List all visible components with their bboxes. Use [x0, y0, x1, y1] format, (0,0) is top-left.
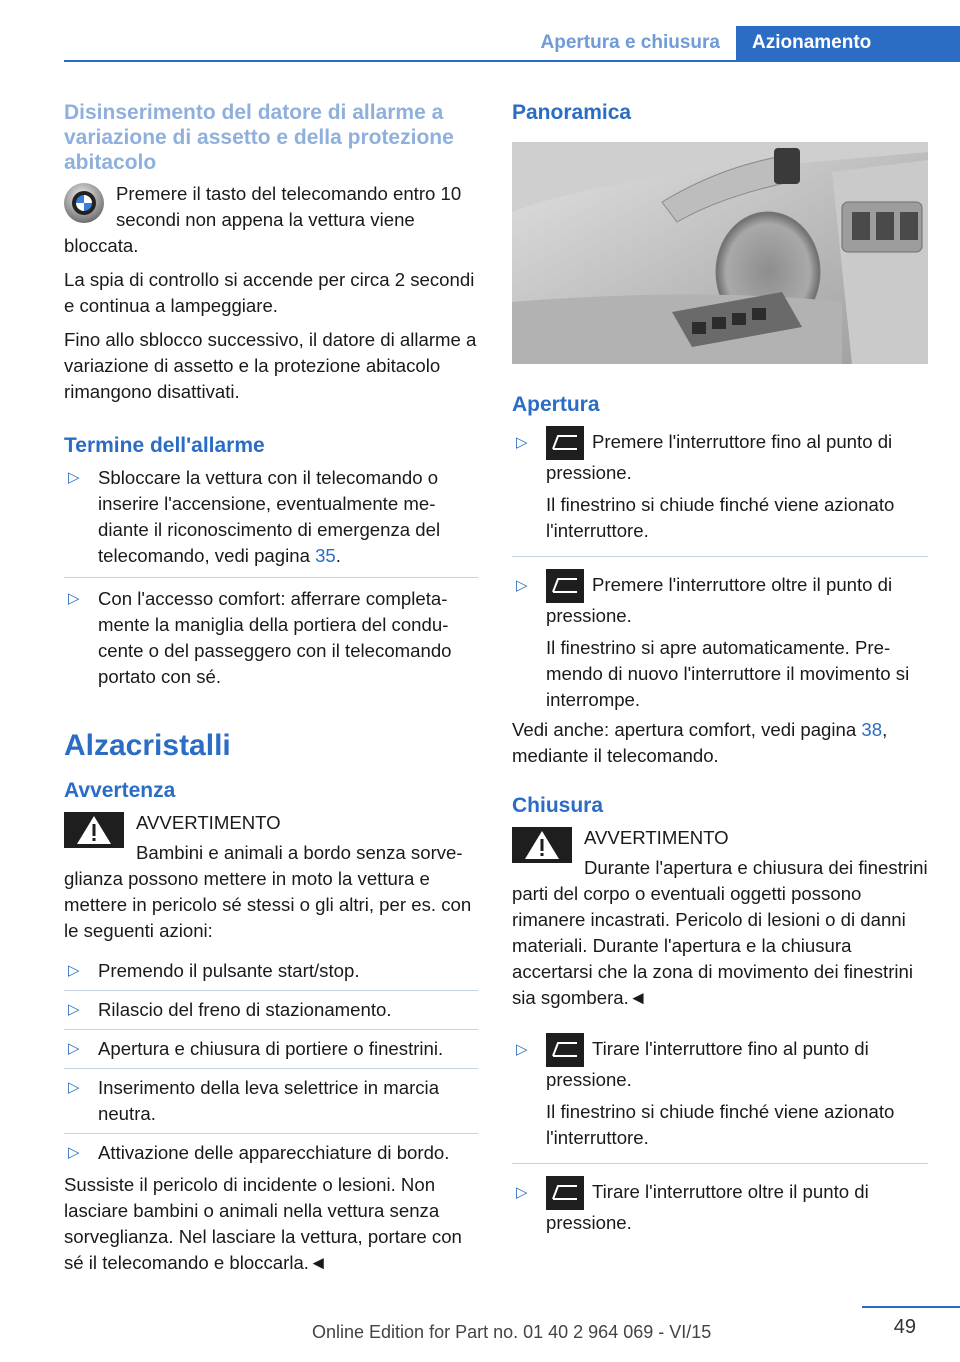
edition-note: Online Edition for Part no. 01 40 2 964 069 - VI/15	[312, 1322, 712, 1342]
triangle-right-icon: ▷	[516, 1184, 528, 1201]
door-panel-photo	[512, 142, 928, 364]
heading-disinserimento: Disinserimento del datore di allarme a variazione di assetto e della protezione abitacolo	[64, 101, 454, 174]
list-item: ▷ Premere l'interruttore oltre il punto di pressione. Il finestrino si apre automaticamente. Premendo di nuovo l'interruttore il movimento si interrompe.	[512, 556, 928, 713]
apertura-list	[512, 426, 928, 713]
left-column	[64, 100, 478, 1276]
chiusura-list	[512, 1033, 928, 1236]
triangle-right-icon: ▷	[68, 962, 80, 979]
triangle-right-icon: ▷	[68, 1040, 80, 1057]
window-switch-icon	[546, 569, 584, 603]
list-item: ▷ Premere l'interruttore fino al punto di pressione. Il finestrino si chiude finché viene azionato l'interruttore.	[512, 426, 928, 556]
heading-chiusura: Chiusura	[512, 794, 604, 817]
page-number: 49	[893, 1316, 916, 1338]
paragraph-pericolo: Sussiste il pericolo di incidente o lesioni. Non lasciare bambini o animali nella vettura senza sorveglianza. Nel lasciare la vettura, portare con sé il telecomando e bloccarla.◄	[64, 1174, 462, 1273]
warning-box	[512, 825, 928, 1011]
list-item: ▷ Inserimento della leva selettrice in marcia neutra.	[64, 1068, 478, 1133]
right-column	[512, 100, 928, 1236]
list-item: ▷ Con l'accesso comfort: afferrare completamente la maniglia della portiera del conducente o del passeggero con il telecomando portato con sé.	[64, 577, 478, 690]
warning-triangle-icon	[512, 827, 572, 863]
list-item: ▷ Apertura e chiusura di portiere o finestrini.	[64, 1029, 478, 1068]
triangle-right-icon: ▷	[516, 434, 528, 451]
triangle-right-icon: ▷	[68, 469, 80, 486]
page-link-38[interactable]: 38	[861, 719, 883, 740]
list-item: ▷ Rilascio del freno di stazionamento.	[64, 990, 478, 1029]
list-item: ▷ Attivazione delle apparecchiature di bordo.	[64, 1133, 478, 1172]
heading-termine: Termine dell'allarme	[64, 434, 265, 457]
triangle-right-icon: ▷	[68, 590, 80, 607]
warning-text: Durante l'apertura e chiusura dei finestrini parti del corpo o eventuali oggetti possono rimanere incastrati. Pericolo di lesioni o di danni materiali. Durante l'apertura e la chiusura accertarsi che la zona di movimento dei finestrini sia sgombera.◄	[512, 857, 928, 1008]
paragraph-vedi: Vedi anche: apertura comfort, vedi pagina 38, mediante il telecomando.	[512, 719, 888, 766]
warning-text: Bambini e animali a bordo senza sorveglianza possono mettere in moto la vettura e mettere in pericolo sé stessi o gli altri, per es. con le seguenti azioni:	[64, 842, 472, 941]
warning-label: AVVERTIMENTO	[584, 827, 729, 848]
heading-apertura: Apertura	[512, 393, 600, 416]
triangle-right-icon: ▷	[68, 1001, 80, 1018]
bmw-remote-key-icon	[64, 183, 104, 223]
paragraph-sblocco: Fino allo sblocco successivo, il datore di allarme a variazione di assetto e la protezione abitacolo rimangono disattivati.	[64, 329, 477, 402]
actions-list	[64, 952, 478, 1172]
window-switch-icon	[546, 1176, 584, 1210]
list-item: ▷ Tirare l'interruttore fino al punto di pressione. Il finestrino si chiude finché viene azionato l'interruttore.	[512, 1033, 928, 1163]
footer-rule	[862, 1306, 960, 1308]
heading-panoramica: Panoramica	[512, 101, 632, 124]
page-link-35[interactable]: 35	[315, 545, 336, 566]
triangle-right-icon: ▷	[68, 1079, 80, 1096]
running-header	[64, 26, 960, 62]
warning-triangle-icon	[64, 812, 124, 848]
header-section: Apertura e chiusura	[540, 32, 720, 53]
heading-alzacristalli: Alzacristalli	[64, 729, 231, 762]
paragraph-remote: Premere il tasto del telecomando entro 10 secondi non appena la vettura viene bloccata.	[64, 183, 462, 256]
termine-list	[64, 465, 478, 690]
page-footer	[0, 1312, 960, 1352]
remote-paragraph	[64, 181, 478, 259]
header-chapter: Azionamento	[736, 26, 960, 62]
list-item: ▷ Tirare l'interruttore oltre il punto di pressione.	[512, 1163, 928, 1236]
warning-box	[64, 810, 478, 944]
window-switch-icon	[546, 426, 584, 460]
list-item: ▷ Premendo il pulsante start/stop.	[64, 952, 478, 990]
triangle-right-icon: ▷	[516, 577, 528, 594]
list-item: ▷ Sbloccare la vettura con il telecomando o inserire l'accensione, eventualmente mediante il riconoscimento di emergenza del telecomando, vedi pagina 35.	[68, 467, 441, 566]
triangle-right-icon: ▷	[516, 1041, 528, 1058]
triangle-right-icon: ▷	[68, 1144, 80, 1161]
heading-avvertenza: Avvertenza	[64, 779, 176, 802]
window-switch-icon	[546, 1033, 584, 1067]
paragraph-spia: La spia di controllo si accende per circa 2 secondi e continua a lampeggiare.	[64, 269, 475, 316]
header-rule	[64, 60, 960, 62]
warning-label: AVVERTIMENTO	[136, 812, 281, 833]
